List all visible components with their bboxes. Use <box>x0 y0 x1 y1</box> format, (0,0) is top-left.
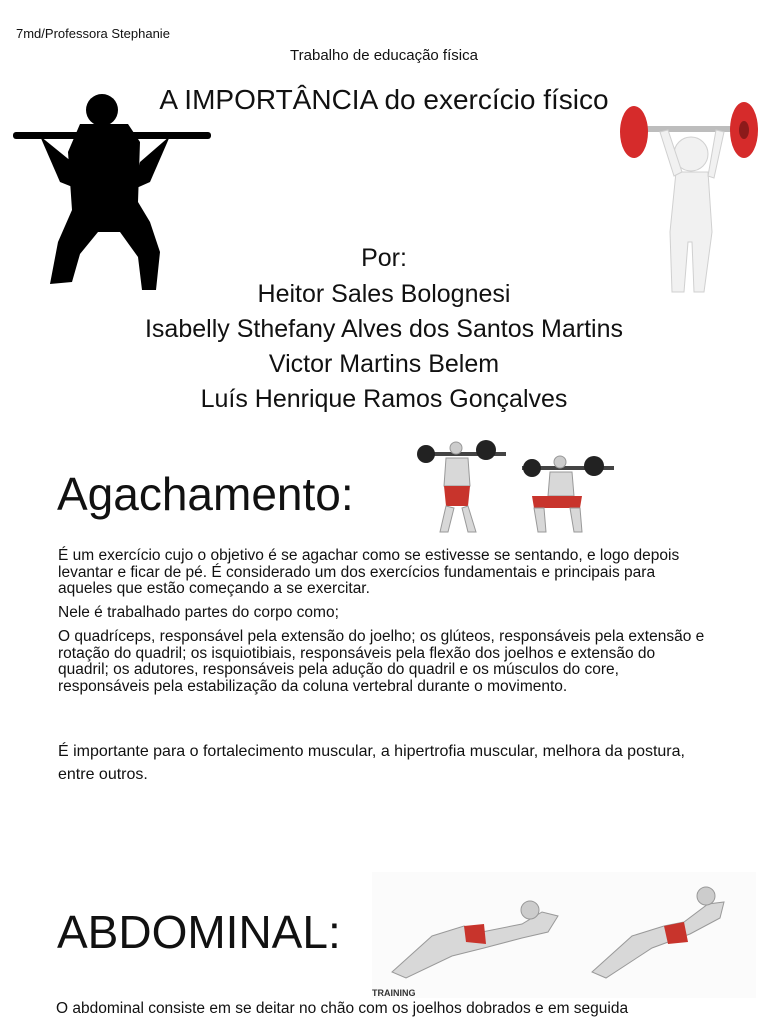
class-teacher-note: 7md/Professora Stephanie <box>16 26 170 41</box>
training-caption: TRAINING <box>372 988 416 998</box>
abs-section-heading: ABDOMINAL: <box>57 906 341 958</box>
author-name: Luís Henrique Ramos Gonçalves <box>200 385 568 413</box>
squat-muscles-intro: Nele é trabalhado partes do corpo como; <box>58 604 339 621</box>
abdominal-exercise-image <box>372 872 756 998</box>
author-name: Heitor Sales Bolognesi <box>257 280 511 308</box>
authors-list <box>0 277 768 417</box>
author-name: Victor Martins Belem <box>268 350 500 378</box>
document-subtitle: Trabalho de educação física <box>290 47 478 64</box>
author-name: Isabelly Sthefany Alves dos Santos Martins <box>144 315 624 343</box>
document-title: A IMPORTÂNCIA do exercício físico <box>159 84 609 115</box>
abdominal-description: O abdominal consiste em se deitar no chão com os joelhos dobrados e em seguida <box>56 1000 629 1017</box>
authors-label: Por: <box>361 244 407 272</box>
squat-anatomy-image <box>410 436 618 540</box>
squat-description: É um exercício cujo o objetivo é se agachar como se estivesse se sentando, e logo depois levantar e ficar de pé. É considerado um dos exercícios fundamentais e principais para aqueles que estão começando a se exercitar. <box>58 547 680 597</box>
squat-section-heading: Agachamento: <box>57 468 354 520</box>
squat-muscles-detail: O quadríceps, responsável pela extensão do joelho; os glúteos, responsáveis pela extensão e rotação do quadril; os isquiotibiais, responsáveis pela flexão dos joelhos e extensão do quadril; os adutores, responsáveis pela adução do quadril e os músculos do core, responsáveis pela estabilização da coluna vertebral durante o movimento. <box>58 628 705 695</box>
squat-benefits: É importante para o fortalecimento muscular, a hipertrofia muscular, melhora da postura, entre outros. <box>58 743 685 783</box>
